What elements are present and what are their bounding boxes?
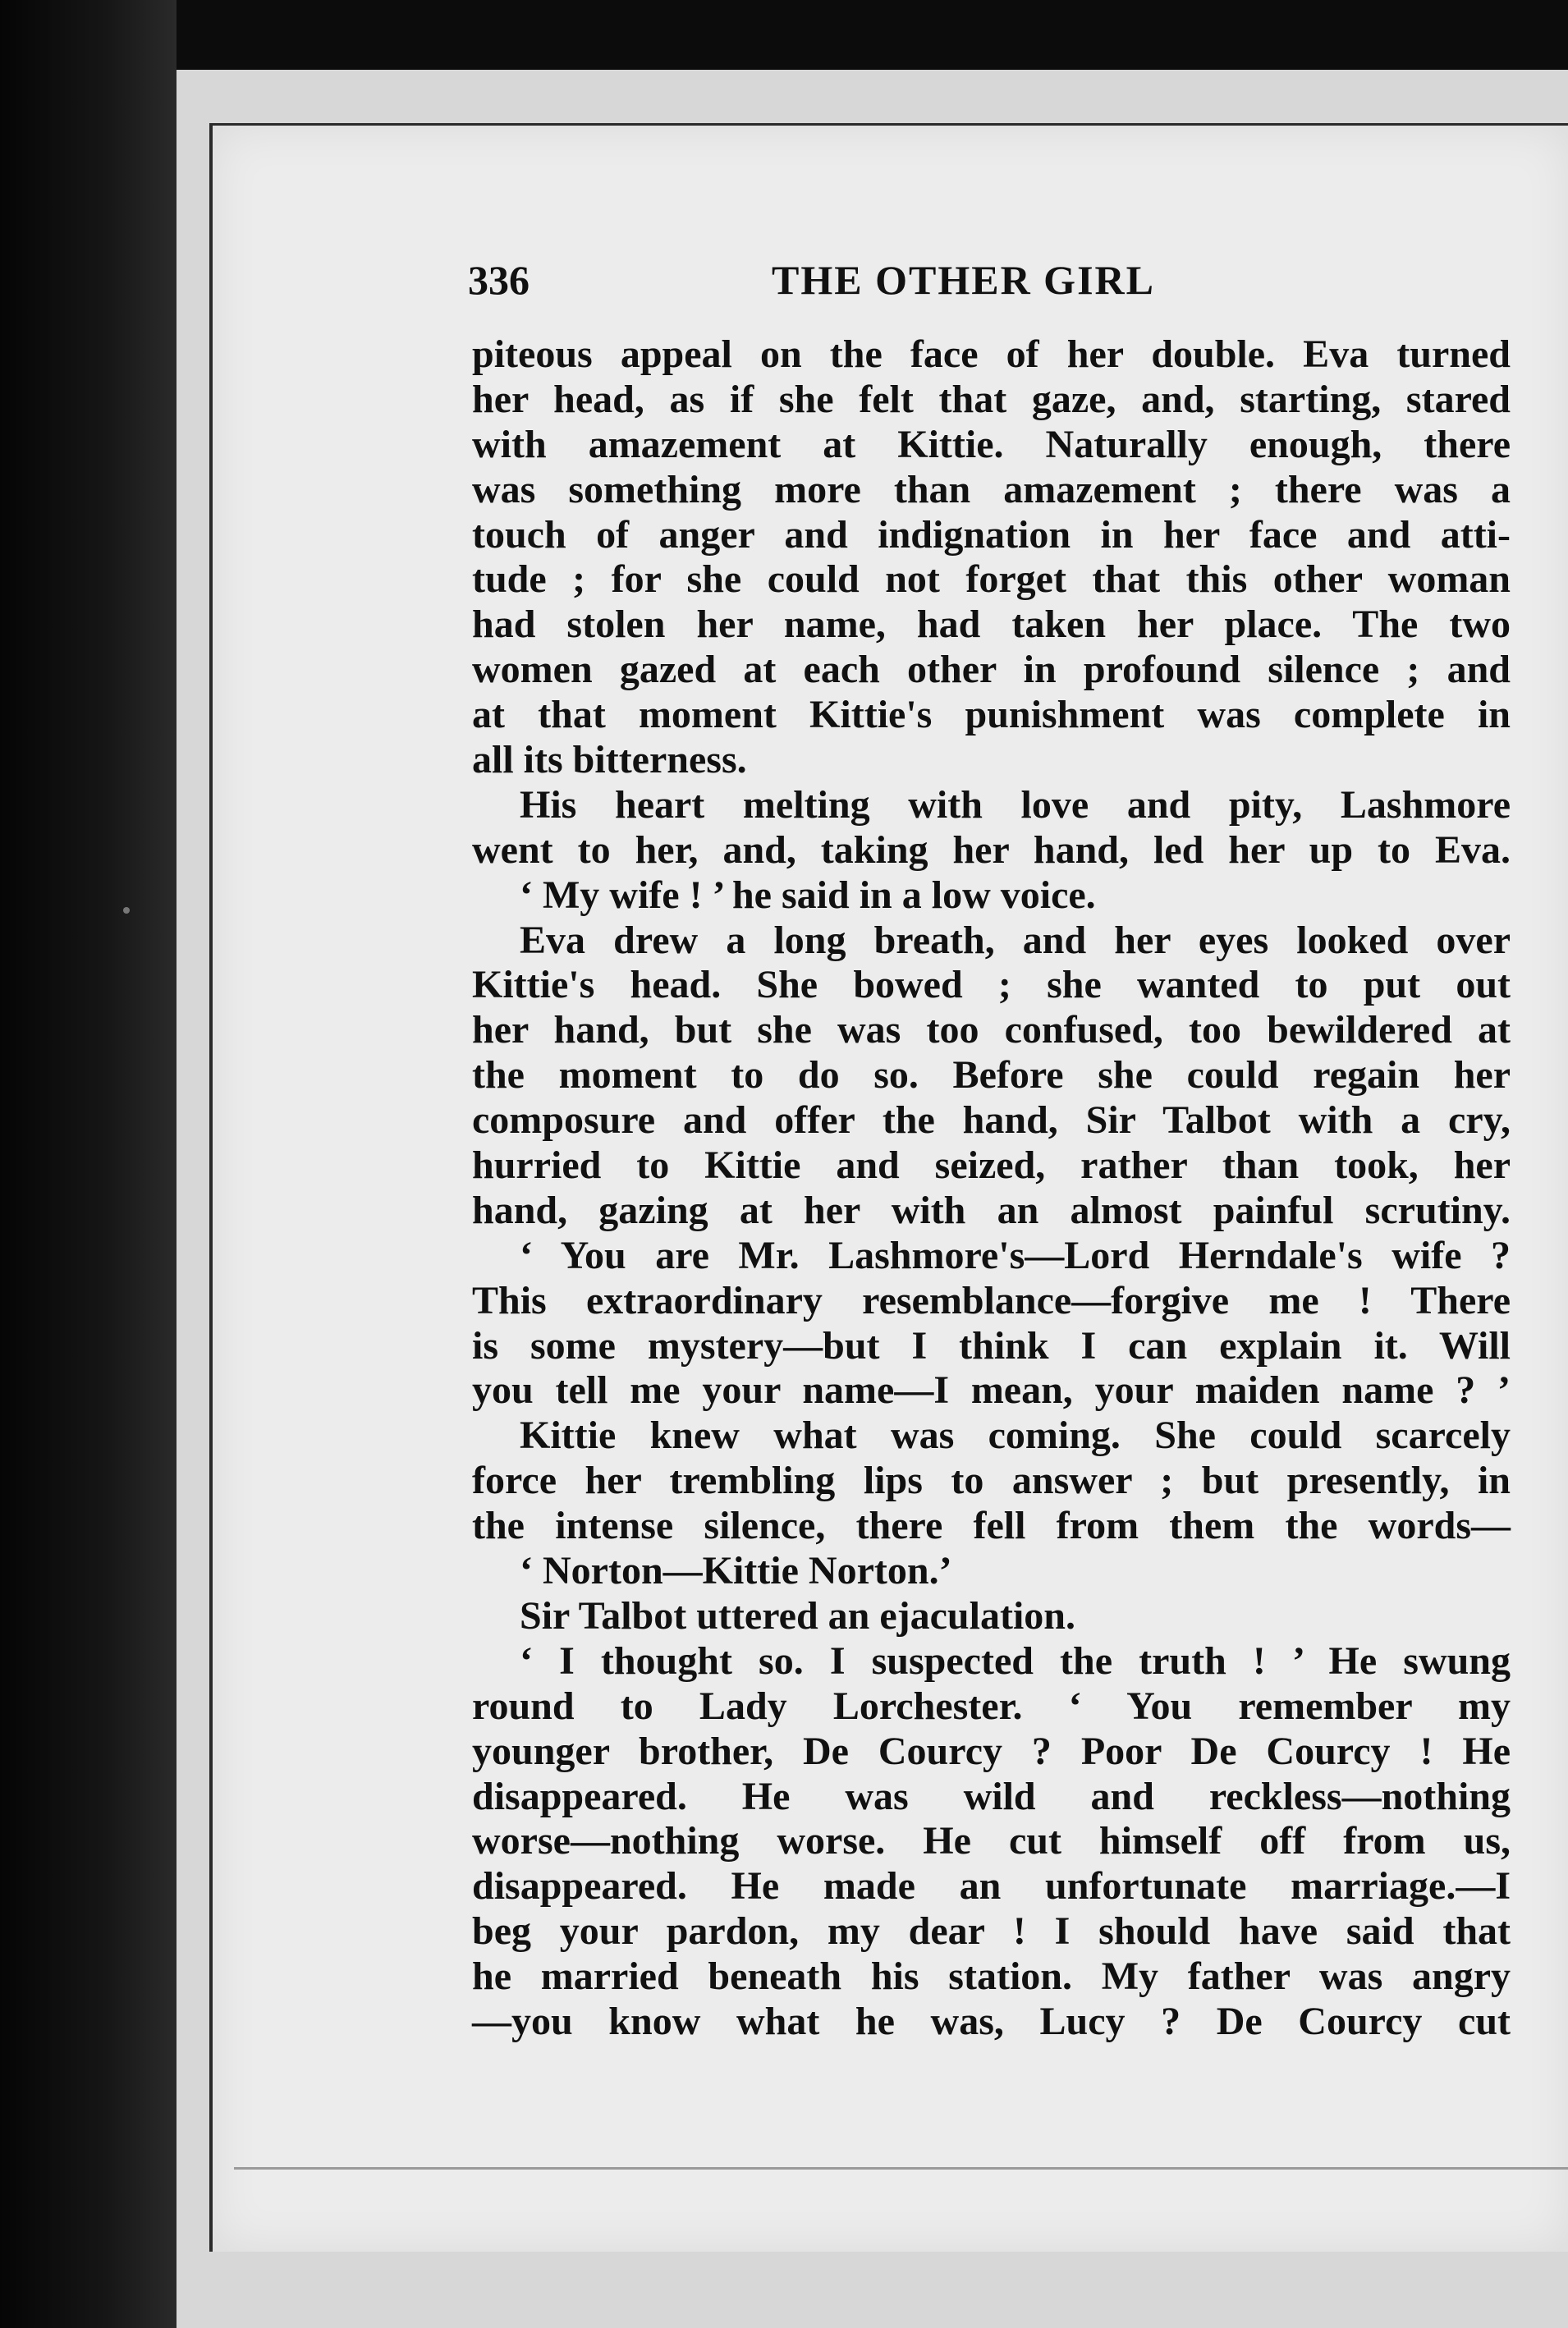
scan-speck [123, 907, 130, 914]
text-line: worse—nothing worse. He cut himself off from us, [472, 1819, 1511, 1863]
text-line: disappeared. He made an unfortunate marriage.—I [472, 1864, 1511, 1909]
text-line: ‘ My wife ! ’ he said in a low voice. [520, 873, 1096, 917]
text-line: her head, as if she felt that gaze, and, starting, stared [472, 377, 1511, 421]
text-line: you tell me your name—I mean, your maiden name ? ’ [472, 1368, 1511, 1413]
text-line: ‘ Norton—Kittie Norton.’ [520, 1549, 952, 1593]
text-line: the intense silence, there fell from them the words— [472, 1504, 1511, 1548]
text-line: is some mystery—but I think I can explain it. Will [472, 1323, 1511, 1368]
text-line: with amazement at Kittie. Naturally enough, there [472, 422, 1511, 466]
text-line: ‘ I thought so. I suspected the truth ! ’ He swung [520, 1638, 1511, 1683]
text-line: hand, gazing at her with an almost painful scrutiny. [472, 1188, 1511, 1232]
text-line: ‘ You are Mr. Lashmore's—Lord Herndale's wife ? [520, 1233, 1511, 1277]
text-line: This extraordinary resemblance—forgive me ! There [472, 1278, 1511, 1322]
text-line: went to her, and, taking her hand, led her up to Eva. [472, 827, 1511, 872]
text-line: force her trembling lips to answer ; but presently, in [472, 1459, 1511, 1503]
text-line: younger brother, De Courcy ? Poor De Courcy ! He [472, 1729, 1511, 1773]
text-line: piteous appeal on the face of her double. Eva turned [472, 332, 1511, 376]
text-line: women gazed at each other in profound silence ; and [472, 648, 1511, 692]
text-line: had stolen her name, had taken her place. The two [472, 603, 1511, 647]
text-line: hurried to Kittie and seized, rather th⁠a⁠n took, her [472, 1143, 1511, 1188]
text-line: —you know what he was, Lucy ? De Courcy cut [472, 1999, 1511, 2043]
text-line: Kittie's head. She bowed ; she wanted to put out [472, 963, 1511, 1007]
text-line: beg your pardon, my dear ! I should have said that [472, 1909, 1511, 1954]
text-line: was something more than amazement ; there was a [472, 467, 1511, 511]
text-line: composure and offer the hand, Sir Talbot with a cry, [472, 1098, 1511, 1143]
text-line: at that moment Kittie's punishment was complete in [472, 693, 1511, 737]
text-line: the moment to do so. Before she could regain her [472, 1053, 1511, 1098]
text-line: touch of anger and indignation in her face and atti- [472, 512, 1511, 557]
text-line: he married beneath his station. My father was angry [472, 1955, 1511, 1999]
text-line: all its bitterness. [472, 738, 747, 782]
scan-dark-margin [0, 0, 177, 2328]
text-line: Eva drew a long breath, and her eyes looked over [520, 918, 1511, 962]
page-header [468, 256, 1511, 314]
body-text [472, 332, 1511, 2045]
running-title: THE OTHER GIRL [772, 257, 1155, 303]
text-line: disappeared. He was wild and reckless—nothing [472, 1774, 1511, 1818]
text-line: Sir Talbot uttered an ejaculation. [520, 1593, 1075, 1638]
page-number: 336 [468, 257, 530, 303]
text-line: round to Lady Lorchester. ‘ You remember my [472, 1684, 1511, 1728]
text-line: His heart melting with love and pity, Lashmore [520, 782, 1511, 827]
page-edge-line [234, 2167, 1568, 2170]
text-line: Kittie knew what was coming. She could scarcely [520, 1414, 1511, 1458]
text-line: her hand, but she was too confused, too bewildered at [472, 1008, 1511, 1052]
text-line: tude ; for she could not forget that this other woman [472, 557, 1511, 602]
